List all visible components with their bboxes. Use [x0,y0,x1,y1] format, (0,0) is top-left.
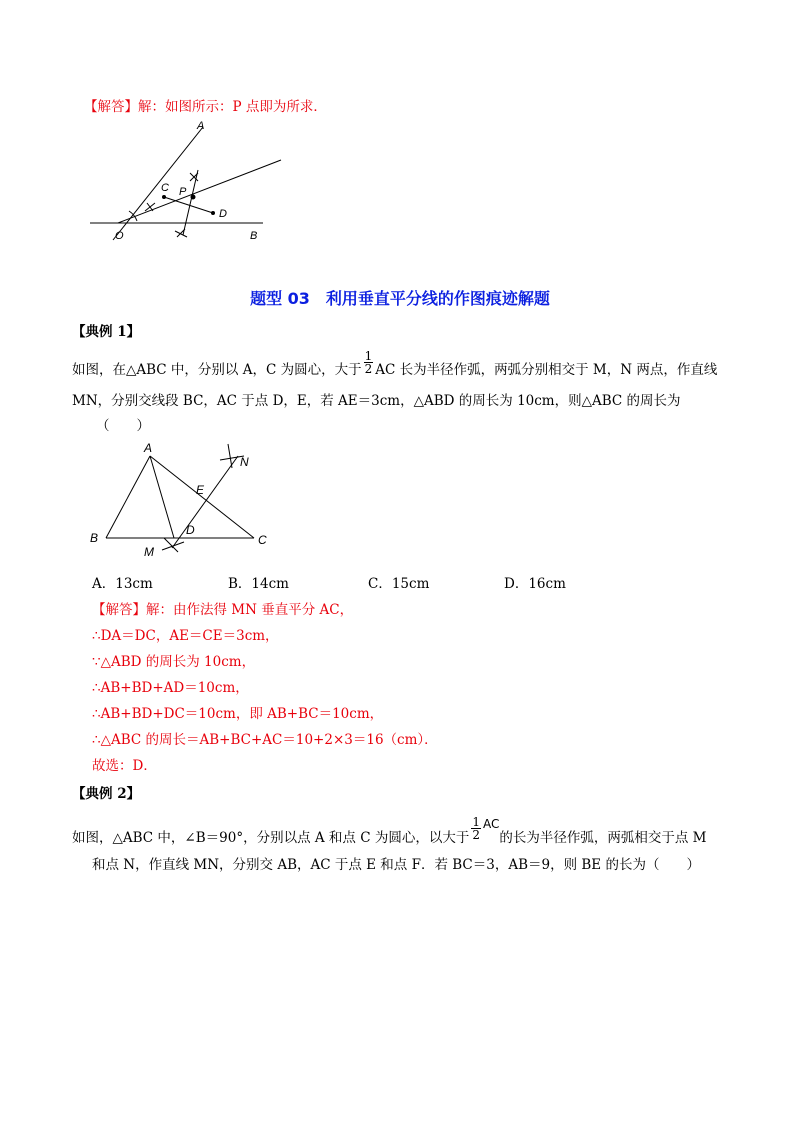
option-a[interactable]: A．13cm [92,576,153,592]
answer-line [84,95,327,115]
example1-line1-pre: 如图，在△ABC 中，分别以 A，C 为圆心，大于 [72,362,362,378]
side-ab [106,456,150,538]
label-a: A [197,120,205,132]
side-ac [150,456,254,538]
solution1-line3: ∵△ABD 的周长为 10cm， [92,654,256,670]
label-d: D [219,208,227,220]
point-p [191,195,196,200]
label-m: M [144,545,154,559]
segment-ad [150,456,174,538]
example1-line1 [72,349,718,383]
point-d [211,211,215,215]
label-o: O [115,230,124,242]
figure-triangle [88,436,278,564]
option-c[interactable]: C．15cm [368,576,430,592]
example1-line1-post: AC 长为半径作弧，两弧分别相交于 M，N 两点，作直线 [375,362,718,378]
cross-mark-m [162,538,184,552]
answer-text: 解：如图所示：P 点即为所求． [138,99,327,115]
solution1-line1 [92,598,353,618]
frac-num: 1 [364,349,373,363]
solution1-line6: ∴△ABC 的周长＝AB+BC+AC＝10+2×3＝16（cm）． [92,732,438,748]
label-b: B [250,230,258,242]
label-e: E [196,483,205,497]
label-d: D [186,523,195,537]
frac-num: 1 [472,815,480,829]
example2-line1-pre: 如图，△ABC 中，∠B＝90°，分别以点 A 和点 C 为圆心，以大于 [72,830,470,846]
solution1-line4: ∴AB+BD+AD＝10cm， [92,680,249,696]
line-mn [172,456,238,548]
option-b[interactable]: B．14cm [228,576,289,592]
point-c [162,195,166,199]
figure-angle-construction [85,115,285,250]
label-c: C [258,533,267,547]
label-p: P [179,186,187,198]
solution1-line7: 故选：D． [92,758,157,774]
example2-line2: 和点 N，作直线 MN，分别交 AB，AC 于点 E 和点 F．若 BC＝3，AB＝9，则 BE 的长为（ ） [92,857,700,873]
label-b: B [90,531,99,545]
frac-den: 2 [364,362,373,376]
label-n: N [240,455,249,469]
section-title: 题型 03 利用垂直平分线的作图痕迹解题 [250,289,550,308]
fraction-half [364,350,374,375]
frac-suffix: AC [482,817,500,831]
solution1-line5: ∴AB+BD+DC＝10cm，即 AB+BC＝10cm， [92,706,384,722]
fraction-half-2 [471,816,481,841]
frac-den: 2 [472,828,480,842]
label-a: A [144,441,153,455]
cross-mark-3 [175,229,187,237]
solution1-line2: ∴DA＝DC，AE＝CE＝3cm， [92,628,279,644]
label-c: C [161,182,169,194]
example1-line3: （ ） [96,418,150,434]
example1-heading: 【典例 1】 [72,324,141,340]
example2-line1-post: 的长为半径作弧，两弧相交于点 M [499,830,707,846]
answer-tag: 【解答】 [84,99,138,115]
example2-heading: 【典例 2】 [72,786,141,802]
perp-line [183,170,198,235]
example1-line2: MN，分别交线段 BC，AC 于点 D，E，若 AE＝3cm，△ABD 的周长为 10cm，则△ABC 的周长为 [72,393,681,409]
bisector-ray [118,160,281,223]
example2-line1 [72,815,707,851]
solution1-line1-text: 解：由作法得 MN 垂直平分 AC， [146,602,354,618]
solution1-tag: 【解答】 [92,602,146,618]
option-d[interactable]: D．16cm [504,576,566,592]
